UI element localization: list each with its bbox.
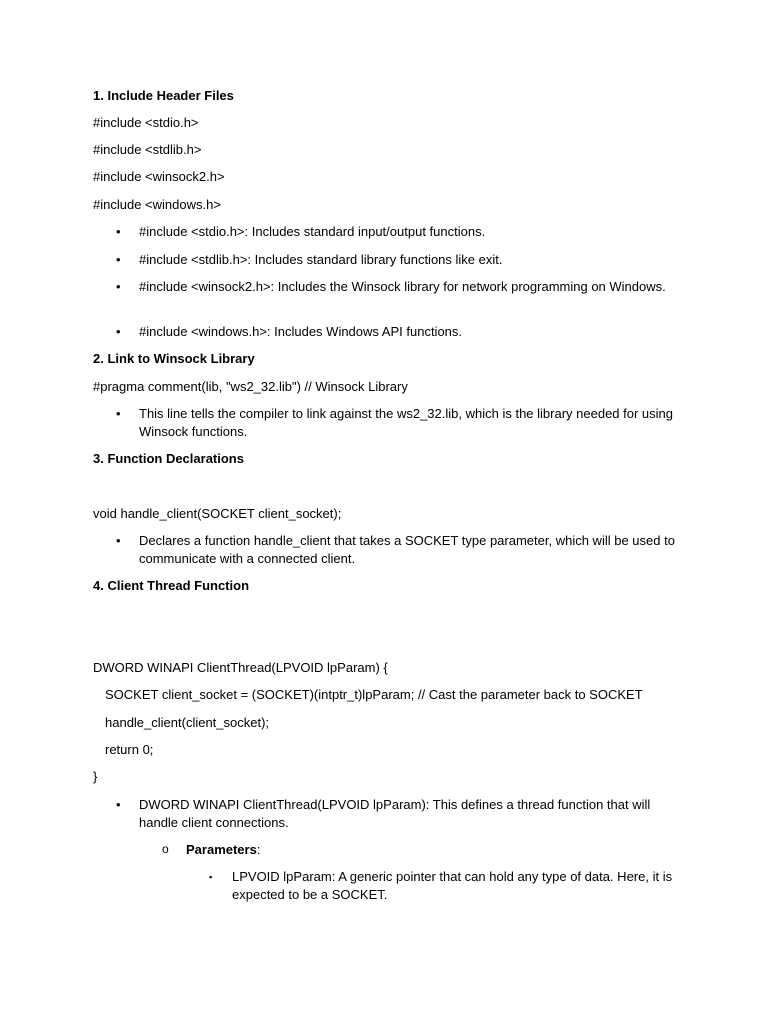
bullet-marker: • — [116, 279, 121, 294]
bullet-text: DWORD WINAPI ClientThread(LPVOID lpParam): This defines a thread function that will handle client connections. — [139, 797, 651, 830]
bullet-text: Declares a function handle_client that takes a SOCKET type parameter, which will be used to communicate with a connected client. — [139, 533, 675, 566]
sub-bullet-text — [186, 841, 260, 859]
code-line: void handle_client(SOCKET client_socket); — [93, 506, 342, 521]
code-line: #include <winsock2.h> — [93, 169, 225, 184]
section-heading: 4. Client Thread Function — [93, 578, 250, 593]
bullet-text: #include <winsock2.h>: Includes the Winsock library for network programming on Windows. — [139, 279, 666, 294]
bullet-text: #include <windows.h>: Includes Windows API functions. — [139, 324, 463, 339]
code-line: #include <stdlib.h> — [93, 142, 202, 157]
bullet-text: #include <stdio.h>: Includes standard input/output functions. — [139, 224, 486, 239]
code-line: handle_client(client_socket); — [105, 715, 270, 730]
code-line: SOCKET client_socket = (SOCKET)(intptr_t)lpParam; // Cast the parameter back to SOCKET — [105, 687, 643, 702]
sub-sub-bullet-text: LPVOID lpParam: A generic pointer that can hold any type of data. Here, it is expected to be a SOCKET. — [232, 869, 673, 902]
bullet-text: #include <stdlib.h>: Includes standard library functions like exit. — [139, 252, 503, 267]
code-line: DWORD WINAPI ClientThread(LPVOID lpParam) { — [93, 660, 388, 675]
parameters-label: Parameters — [186, 842, 257, 857]
code-line: #include <stdio.h> — [93, 115, 199, 130]
bullet-marker: • — [116, 406, 121, 421]
parameters-colon: : — [256, 842, 261, 857]
bullet-marker: • — [116, 797, 121, 812]
bullet-marker: • — [116, 533, 121, 548]
code-line: return 0; — [105, 742, 154, 757]
bullet-marker: • — [116, 224, 121, 239]
bullet-marker: • — [116, 324, 121, 339]
code-line: #pragma comment(lib, "ws2_32.lib") // Winsock Library — [93, 379, 408, 394]
section-heading: 2. Link to Winsock Library — [93, 351, 255, 366]
section-heading: 3. Function Declarations — [93, 451, 244, 466]
section-heading: 1. Include Header Files — [93, 88, 234, 103]
code-line: #include <windows.h> — [93, 197, 221, 212]
sub-sub-bullet-marker: ▪ — [209, 872, 213, 882]
sub-bullet-marker: o — [162, 842, 169, 856]
bullet-marker: • — [116, 252, 121, 267]
code-line: } — [93, 769, 98, 784]
bullet-text: This line tells the compiler to link against the ws2_32.lib, which is the library needed for using Winsock functions. — [139, 406, 673, 439]
